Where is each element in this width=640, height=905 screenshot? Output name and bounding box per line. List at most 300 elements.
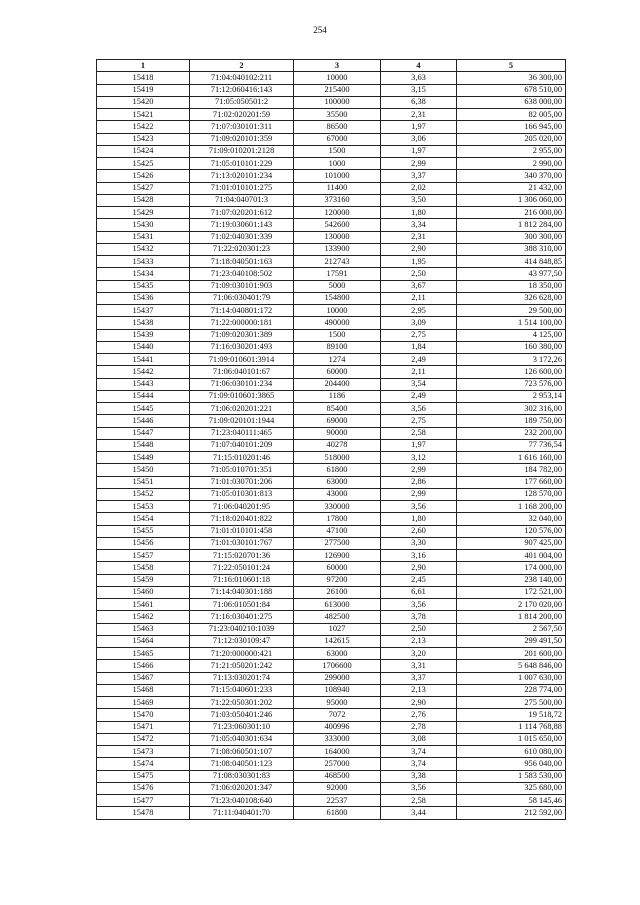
cell-cadastral-number: 71:09:010601:3914 [190, 354, 294, 366]
cell-record-number: 15455 [97, 525, 190, 537]
table-row [97, 525, 566, 537]
cell-area: 373160 [294, 194, 381, 206]
table-row [97, 709, 566, 721]
cell-rate: 2,99 [381, 158, 457, 170]
cell-rate: 2,13 [381, 635, 457, 647]
cell-area: 89100 [294, 341, 381, 353]
cell-area: 130000 [294, 231, 381, 243]
table-row [97, 280, 566, 292]
cell-value: 388 310,00 [457, 243, 566, 255]
cell-area: 90000 [294, 427, 381, 439]
cell-cadastral-number: 71:02:020201:59 [190, 109, 294, 121]
data-table [96, 59, 566, 820]
table-row [97, 550, 566, 562]
table-row [97, 231, 566, 243]
cell-cadastral-number: 71:21:050201:242 [190, 660, 294, 672]
cell-record-number: 15466 [97, 660, 190, 672]
cell-record-number: 15464 [97, 635, 190, 647]
cell-value: 956 040,00 [457, 758, 566, 770]
cell-value: 1 168 200,00 [457, 501, 566, 513]
cell-cadastral-number: 71:19:030601:143 [190, 219, 294, 231]
cell-area: 333000 [294, 733, 381, 745]
table-row [97, 390, 566, 402]
cell-rate: 3,08 [381, 733, 457, 745]
cell-rate: 3,74 [381, 746, 457, 758]
cell-value: 340 370,00 [457, 170, 566, 182]
table-row [97, 133, 566, 145]
table-row [97, 170, 566, 182]
cell-cadastral-number: 71:06:020201:347 [190, 782, 294, 794]
cell-area: 97200 [294, 574, 381, 586]
cell-value: 907 425,00 [457, 537, 566, 549]
cell-area: 154800 [294, 292, 381, 304]
table-row [97, 219, 566, 231]
cell-cadastral-number: 71:14:040801:172 [190, 305, 294, 317]
cell-value: 184 782,00 [457, 464, 566, 476]
cell-value: 1 306 060,00 [457, 194, 566, 206]
cell-record-number: 15474 [97, 758, 190, 770]
cell-cadastral-number: 71:08:040501:123 [190, 758, 294, 770]
cell-value: 275 500,00 [457, 697, 566, 709]
cell-area: 490000 [294, 317, 381, 329]
cell-area: 40278 [294, 439, 381, 451]
cell-value: 723 576,00 [457, 378, 566, 390]
table-row [97, 635, 566, 647]
cell-rate: 3,44 [381, 807, 457, 819]
table-row [97, 562, 566, 574]
table-row [97, 72, 566, 84]
cell-record-number: 15418 [97, 72, 190, 84]
table-row [97, 599, 566, 611]
table-row [97, 439, 566, 451]
cell-record-number: 15425 [97, 158, 190, 170]
cell-value: 232 200,00 [457, 427, 566, 439]
cell-cadastral-number: 71:13:030201:74 [190, 672, 294, 684]
cell-record-number: 15471 [97, 721, 190, 733]
table-row [97, 770, 566, 782]
table-row [97, 452, 566, 464]
table-row [97, 329, 566, 341]
cell-area: 43000 [294, 488, 381, 500]
cell-value: 5 648 846,00 [457, 660, 566, 672]
cell-rate: 1,80 [381, 207, 457, 219]
table-row [97, 145, 566, 157]
cell-area: 142615 [294, 635, 381, 647]
cell-cadastral-number: 71:12:060416:143 [190, 84, 294, 96]
cell-value: 325 680,00 [457, 782, 566, 794]
cell-rate: 2,50 [381, 623, 457, 635]
cell-rate: 3,31 [381, 660, 457, 672]
cell-rate: 1,97 [381, 121, 457, 133]
cell-value: 299 491,50 [457, 635, 566, 647]
cell-record-number: 15459 [97, 574, 190, 586]
cell-cadastral-number: 71:16:030401:275 [190, 611, 294, 623]
cell-cadastral-number: 71:22:050101:24 [190, 562, 294, 574]
cell-value: 126 600,00 [457, 366, 566, 378]
cell-area: 22537 [294, 795, 381, 807]
cell-rate: 3,74 [381, 758, 457, 770]
table-row [97, 158, 566, 170]
cell-area: 400996 [294, 721, 381, 733]
cell-area: 101000 [294, 170, 381, 182]
cell-record-number: 15477 [97, 795, 190, 807]
table-row [97, 207, 566, 219]
cell-value: 18 350,00 [457, 280, 566, 292]
cell-record-number: 15476 [97, 782, 190, 794]
cell-value: 2 170 020,00 [457, 599, 566, 611]
cell-value: 77 736,54 [457, 439, 566, 451]
column-header: 2 [190, 60, 294, 72]
cell-rate: 3,50 [381, 194, 457, 206]
table-row [97, 268, 566, 280]
cell-value: 43 977,50 [457, 268, 566, 280]
cell-record-number: 15432 [97, 243, 190, 255]
cell-area: 10000 [294, 72, 381, 84]
cell-cadastral-number: 71:06:020201:221 [190, 403, 294, 415]
cell-rate: 2,31 [381, 109, 457, 121]
cell-record-number: 15467 [97, 672, 190, 684]
cell-rate: 3,34 [381, 219, 457, 231]
cell-area: 257000 [294, 758, 381, 770]
column-header: 3 [294, 60, 381, 72]
cell-value: 2 567,50 [457, 623, 566, 635]
table-row [97, 341, 566, 353]
cell-record-number: 15461 [97, 599, 190, 611]
cell-record-number: 15426 [97, 170, 190, 182]
cell-area: 85400 [294, 403, 381, 415]
cell-record-number: 15439 [97, 329, 190, 341]
table-row [97, 513, 566, 525]
cell-cadastral-number: 71:15:020701:36 [190, 550, 294, 562]
cell-record-number: 15465 [97, 648, 190, 660]
cell-rate: 2,02 [381, 182, 457, 194]
cell-record-number: 15436 [97, 292, 190, 304]
cell-area: 100000 [294, 96, 381, 108]
cell-area: 61800 [294, 807, 381, 819]
cell-record-number: 15454 [97, 513, 190, 525]
cell-cadastral-number: 71:01:030701:206 [190, 476, 294, 488]
cell-value: 205 020,00 [457, 133, 566, 145]
cell-area: 11400 [294, 182, 381, 194]
cell-rate: 3,30 [381, 537, 457, 549]
cell-rate: 6,38 [381, 96, 457, 108]
cell-value: 29 500,00 [457, 305, 566, 317]
cell-area: 133900 [294, 243, 381, 255]
cell-record-number: 15478 [97, 807, 190, 819]
cell-cadastral-number: 71:01:010101:275 [190, 182, 294, 194]
cell-value: 160 380,00 [457, 341, 566, 353]
cell-rate: 1,84 [381, 341, 457, 353]
table-row [97, 746, 566, 758]
cell-record-number: 15429 [97, 207, 190, 219]
cell-rate: 3,78 [381, 611, 457, 623]
page-number: 254 [313, 25, 327, 35]
table-row [97, 733, 566, 745]
cell-value: 302 316,00 [457, 403, 566, 415]
table-row [97, 84, 566, 96]
cell-record-number: 15428 [97, 194, 190, 206]
column-header: 4 [381, 60, 457, 72]
cell-area: 1000 [294, 158, 381, 170]
cell-rate: 3,37 [381, 170, 457, 182]
cell-rate: 3,06 [381, 133, 457, 145]
table-row [97, 403, 566, 415]
cell-value: 36 300,00 [457, 72, 566, 84]
cell-rate: 2,31 [381, 231, 457, 243]
cell-cadastral-number: 71:03:050401:246 [190, 709, 294, 721]
cell-value: 174 000,00 [457, 562, 566, 574]
cell-cadastral-number: 71:05:050501:2 [190, 96, 294, 108]
cell-area: 17800 [294, 513, 381, 525]
cell-cadastral-number: 71:16:030201:493 [190, 341, 294, 353]
cell-value: 4 125,00 [457, 329, 566, 341]
cell-area: 61800 [294, 464, 381, 476]
cell-record-number: 15457 [97, 550, 190, 562]
table-row [97, 648, 566, 660]
cell-rate: 3,54 [381, 378, 457, 390]
cell-rate: 3,56 [381, 599, 457, 611]
cell-cadastral-number: 71:13:020101:234 [190, 170, 294, 182]
cell-cadastral-number: 71:11:040401:70 [190, 807, 294, 819]
cell-value: 3 172,26 [457, 354, 566, 366]
cell-rate: 2,49 [381, 390, 457, 402]
cell-value: 216 000,00 [457, 207, 566, 219]
cell-area: 47100 [294, 525, 381, 537]
cell-cadastral-number: 71:22:000000:181 [190, 317, 294, 329]
cell-value: 2 990,00 [457, 158, 566, 170]
cell-area: 35500 [294, 109, 381, 121]
cell-area: 120000 [294, 207, 381, 219]
cell-record-number: 15437 [97, 305, 190, 317]
cell-rate: 3,37 [381, 672, 457, 684]
cell-rate: 2,86 [381, 476, 457, 488]
cell-rate: 3,56 [381, 403, 457, 415]
table-row [97, 194, 566, 206]
cell-value: 1 616 160,00 [457, 452, 566, 464]
cell-cadastral-number: 71:15:040601:233 [190, 684, 294, 696]
cell-area: 204400 [294, 378, 381, 390]
cell-cadastral-number: 71:09:030101:903 [190, 280, 294, 292]
cell-record-number: 15469 [97, 697, 190, 709]
cell-cadastral-number: 71:04:040701:3 [190, 194, 294, 206]
column-header: 1 [97, 60, 190, 72]
table-row [97, 292, 566, 304]
cell-cadastral-number: 71:05:010701:351 [190, 464, 294, 476]
table-row [97, 586, 566, 598]
cell-record-number: 15470 [97, 709, 190, 721]
cell-rate: 2,75 [381, 415, 457, 427]
table-row [97, 488, 566, 500]
cell-cadastral-number: 71:07:040101:209 [190, 439, 294, 451]
cell-record-number: 15468 [97, 684, 190, 696]
cell-rate: 1,80 [381, 513, 457, 525]
table-row [97, 574, 566, 586]
cell-cadastral-number: 71:07:020201:612 [190, 207, 294, 219]
cell-value: 414 848,85 [457, 256, 566, 268]
cell-cadastral-number: 71:18:020401:822 [190, 513, 294, 525]
cell-area: 69000 [294, 415, 381, 427]
table-row [97, 758, 566, 770]
cell-value: 2 953,14 [457, 390, 566, 402]
table-row [97, 354, 566, 366]
table-row [97, 697, 566, 709]
cell-area: 277500 [294, 537, 381, 549]
cell-rate: 2,90 [381, 697, 457, 709]
table-row [97, 121, 566, 133]
table-row [97, 317, 566, 329]
cell-record-number: 15460 [97, 586, 190, 598]
cell-record-number: 15424 [97, 145, 190, 157]
cell-cadastral-number: 71:09:010601:3865 [190, 390, 294, 402]
cell-value: 238 140,00 [457, 574, 566, 586]
cell-rate: 2,78 [381, 721, 457, 733]
cell-cadastral-number: 71:05:010301:813 [190, 488, 294, 500]
cell-cadastral-number: 71:05:040301:634 [190, 733, 294, 745]
cell-cadastral-number: 71:01:030101:767 [190, 537, 294, 549]
cell-rate: 2,90 [381, 243, 457, 255]
cell-cadastral-number: 71:02:040301:339 [190, 231, 294, 243]
cell-value: 2 955,00 [457, 145, 566, 157]
table-row [97, 415, 566, 427]
cell-cadastral-number: 71:07:030101:311 [190, 121, 294, 133]
cell-rate: 3,38 [381, 770, 457, 782]
cell-cadastral-number: 71:20:000000:421 [190, 648, 294, 660]
cell-area: 299000 [294, 672, 381, 684]
cell-value: 201 600,00 [457, 648, 566, 660]
cell-value: 82 005,00 [457, 109, 566, 121]
cell-area: 330000 [294, 501, 381, 513]
table-row [97, 807, 566, 819]
cell-record-number: 15447 [97, 427, 190, 439]
cell-record-number: 15434 [97, 268, 190, 280]
cell-cadastral-number: 71:12:030109:47 [190, 635, 294, 647]
cell-area: 215400 [294, 84, 381, 96]
cell-cadastral-number: 71:08:030301:83 [190, 770, 294, 782]
cell-area: 126900 [294, 550, 381, 562]
cell-area: 108940 [294, 684, 381, 696]
cell-cadastral-number: 71:18:040501:163 [190, 256, 294, 268]
cell-value: 120 576,00 [457, 525, 566, 537]
cell-record-number: 15443 [97, 378, 190, 390]
cell-area: 468500 [294, 770, 381, 782]
cell-cadastral-number: 71:09:020301:389 [190, 329, 294, 341]
cell-record-number: 15438 [97, 317, 190, 329]
cell-value: 610 080,00 [457, 746, 566, 758]
cell-record-number: 15450 [97, 464, 190, 476]
cell-value: 212 592,00 [457, 807, 566, 819]
table-row [97, 476, 566, 488]
cell-rate: 2,75 [381, 329, 457, 341]
cell-area: 26100 [294, 586, 381, 598]
cell-rate: 3,67 [381, 280, 457, 292]
cell-rate: 3,09 [381, 317, 457, 329]
cell-area: 613000 [294, 599, 381, 611]
cell-record-number: 15453 [97, 501, 190, 513]
cell-rate: 3,12 [381, 452, 457, 464]
cell-cadastral-number: 71:01:010101:458 [190, 525, 294, 537]
cell-value: 300 300,00 [457, 231, 566, 243]
table-row [97, 427, 566, 439]
cell-rate: 1,97 [381, 145, 457, 157]
cell-cadastral-number: 71:22:020301:23 [190, 243, 294, 255]
cell-cadastral-number: 71:09:010201:2128 [190, 145, 294, 157]
cell-cadastral-number: 71:06:030401:79 [190, 292, 294, 304]
cell-cadastral-number: 71:06:040101:67 [190, 366, 294, 378]
cell-cadastral-number: 71:06:010501:84 [190, 599, 294, 611]
cell-rate: 1,97 [381, 439, 457, 451]
table-row [97, 721, 566, 733]
cell-value: 189 750,00 [457, 415, 566, 427]
cell-record-number: 15444 [97, 390, 190, 402]
cell-record-number: 15463 [97, 623, 190, 635]
table-header-row [97, 60, 566, 72]
cell-record-number: 15442 [97, 366, 190, 378]
cell-value: 1 812 284,00 [457, 219, 566, 231]
cell-record-number: 15419 [97, 84, 190, 96]
cell-value: 638 000,00 [457, 96, 566, 108]
cell-value: 1 007 630,00 [457, 672, 566, 684]
cell-area: 164000 [294, 746, 381, 758]
cell-record-number: 15475 [97, 770, 190, 782]
cell-record-number: 15430 [97, 219, 190, 231]
cell-rate: 2,95 [381, 305, 457, 317]
table-row [97, 660, 566, 672]
cell-record-number: 15451 [97, 476, 190, 488]
cell-rate: 3,56 [381, 501, 457, 513]
cell-value: 1 583 530,00 [457, 770, 566, 782]
cell-cadastral-number: 71:08:060501:107 [190, 746, 294, 758]
cell-record-number: 15448 [97, 439, 190, 451]
cell-record-number: 15458 [97, 562, 190, 574]
cell-area: 212743 [294, 256, 381, 268]
cell-cadastral-number: 71:14:040301:188 [190, 586, 294, 598]
cell-value: 32 040,00 [457, 513, 566, 525]
cell-value: 19 518,72 [457, 709, 566, 721]
cell-record-number: 15449 [97, 452, 190, 464]
cell-rate: 2,99 [381, 464, 457, 476]
cell-value: 228 774,00 [457, 684, 566, 696]
cell-cadastral-number: 71:06:040201:95 [190, 501, 294, 513]
cell-area: 482500 [294, 611, 381, 623]
cell-area: 17591 [294, 268, 381, 280]
cell-record-number: 15435 [97, 280, 190, 292]
cell-cadastral-number: 71:23:040108:640 [190, 795, 294, 807]
table-body [97, 72, 566, 819]
cell-rate: 3,15 [381, 84, 457, 96]
cell-record-number: 15433 [97, 256, 190, 268]
cell-record-number: 15456 [97, 537, 190, 549]
cell-area: 92000 [294, 782, 381, 794]
cell-rate: 1,95 [381, 256, 457, 268]
cell-record-number: 15445 [97, 403, 190, 415]
table-row [97, 672, 566, 684]
table-row [97, 243, 566, 255]
cell-area: 542600 [294, 219, 381, 231]
cell-rate: 3,20 [381, 648, 457, 660]
cell-value: 172 521,00 [457, 586, 566, 598]
table-row [97, 611, 566, 623]
table-row [97, 366, 566, 378]
cell-value: 1 015 650,00 [457, 733, 566, 745]
cell-cadastral-number: 71:23:040111:465 [190, 427, 294, 439]
cell-value: 326 628,00 [457, 292, 566, 304]
cell-rate: 3,16 [381, 550, 457, 562]
cell-value: 58 145,46 [457, 795, 566, 807]
cell-rate: 2,45 [381, 574, 457, 586]
cell-record-number: 15473 [97, 746, 190, 758]
table-row [97, 795, 566, 807]
cell-rate: 2,76 [381, 709, 457, 721]
